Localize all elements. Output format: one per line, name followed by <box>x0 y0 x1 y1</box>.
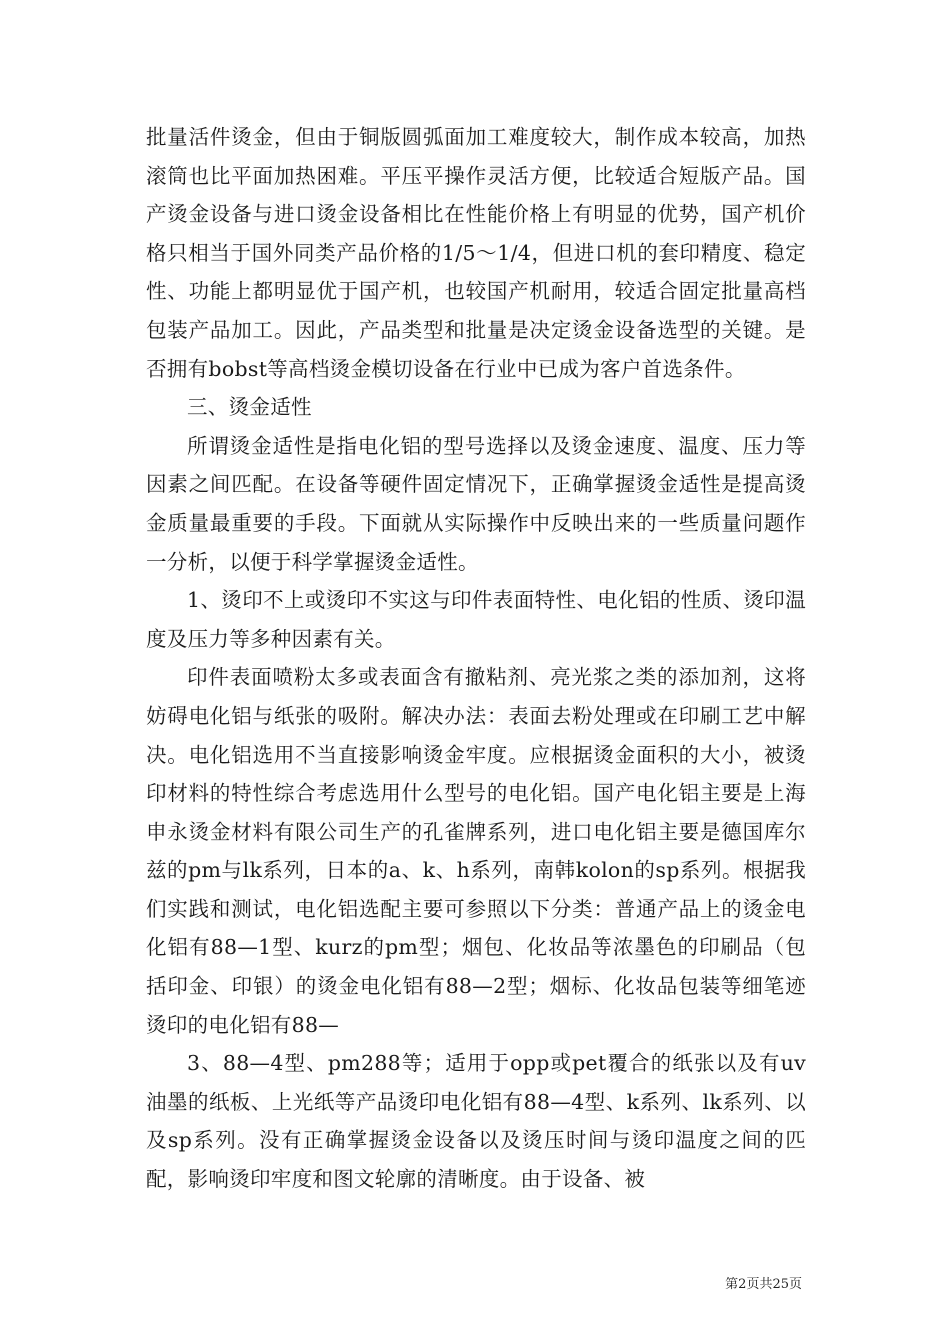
document-body <box>146 118 806 1199</box>
paragraph: 1、烫印不上或烫印不实这与印件表面特性、电化铝的性质、烫印温度及压力等多种因素有关。 <box>146 588 806 651</box>
section-heading: 三、烫金适性 <box>187 395 312 420</box>
paragraph: 印件表面喷粉太多或表面含有撤粘剂、亮光浆之类的添加剂，这将妨碍电化铝与纸张的吸附。解决办法：表面去粉处理或在印刷工艺中解决。电化铝选用不当直接影响烫金牢度。应根据烫金面积的大小，被烫印材料的特性综合考虑选用什么型号的电化铝。国产电化铝主要是上海申永烫金材料有限公司生产的孔雀牌系列，进口电化铝主要是德国库尔兹的pm与lk系列，日本的a、k、h系列，南韩kolon的sp系列。根据我们实践和测试，电化铝选配主要可参照以下分类：普通产品上的烫金电化铝有88—1型、kurz的pm型；烟包、化妆品等浓墨色的印刷品（包括印金、印银）的烫金电化铝有88—2型；烟标、化妆品包装等细笔迹烫印的电化铝有88— <box>146 665 806 1037</box>
paragraph: 所谓烫金适性是指电化铝的型号选择以及烫金速度、温度、压力等因素之间匹配。在设备等硬件固定情况下，正确掌握烫金适性是提高烫金质量最重要的手段。下面就从实际操作中反映出来的一些质量问题作一分析，以便于科学掌握烫金适性。 <box>146 433 806 574</box>
page-number-footer: 第2页共25页 <box>725 1277 802 1292</box>
paragraph-continuation: 批量活件烫金，但由于铜版圆弧面加工难度较大，制作成本较高，加热滚筒也比平面加热困难。平压平操作灵活方便，比较适合短版产品。国产烫金设备与进口烫金设备相比在性能价格上有明显的优势，国产机价格只相当于国外同类产品价格的1/5～1/4，但进口机的套印精度、稳定性、功能上都明显优于国产机，也较国产机耐用，较适合固定批量高档包装产品加工。因此，产品类型和批量是决定烫金设备选型的关键。是否拥有bobst等高档烫金模切设备在行业中已成为客户首选条件。 <box>146 125 806 381</box>
paragraph: 3、88—4型、pm288等；适用于opp或pet覆合的纸张以及有uv油墨的纸板、上光纸等产品烫印电化铝有88—4型、k系列、lk系列、以及sp系列。没有正确掌握烫金设备以及烫压时间与烫印温度之间的匹配，影响烫印牢度和图文轮廓的清晰度。由于设备、被 <box>146 1051 806 1192</box>
